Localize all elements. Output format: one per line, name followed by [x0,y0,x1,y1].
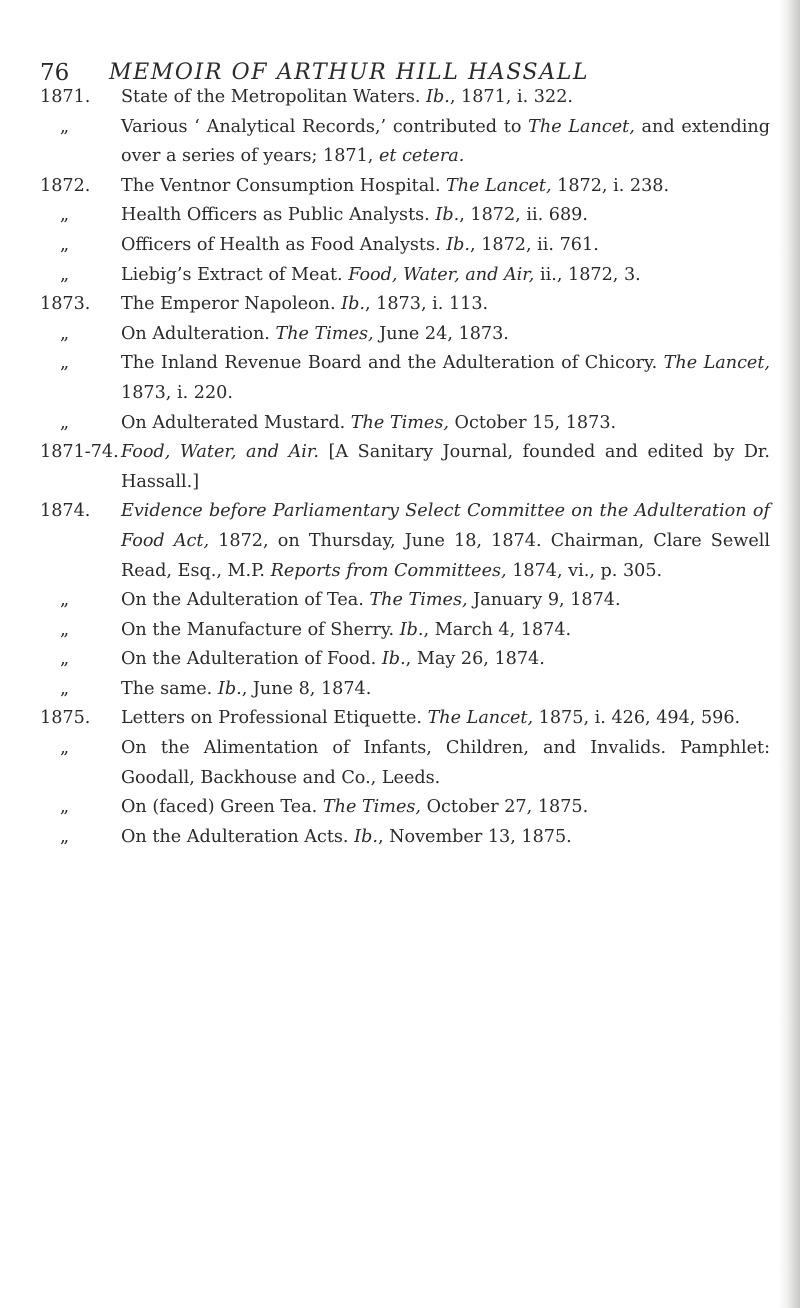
entry-text [121,231,770,261]
entry-text [121,320,770,350]
entry-citation-text: 1873, i. 220. [121,353,776,403]
entry-citation-italic: The Lancet, [528,116,635,137]
entry-citation-italic: Food, Water, and Air, [348,264,535,285]
entry-citation-text: [A Sanitary Journal, founded and edited by Dr. Hassall.] [121,442,776,492]
entry-citation-italic: The Times, [369,590,468,611]
entry-citation-italic: The Lancet, [446,175,552,196]
page-edge-shadow [778,0,800,1308]
bibliography-entry [40,616,770,646]
entry-text [121,497,776,586]
bibliography-entry [40,113,776,172]
entry-text [121,586,770,616]
entry-text [121,409,770,439]
entry-citation-text: On (faced) Green Tea. [121,797,323,818]
entry-citation-text: Letters on Professional Etiquette. [121,708,428,729]
entry-text [121,704,770,734]
entry-citation-italic: Ib. [446,234,471,255]
bibliography-entry [40,438,776,497]
entry-text [121,172,770,202]
entry-citation-italic: Ib. [217,678,242,699]
entry-citation-text: , June 8, 1874. [241,678,372,699]
entry-text [121,290,770,320]
entry-citation-text: and extending over a series of years; 1871, [121,116,776,167]
entry-citation-text: On the Adulteration of Food. [121,649,382,670]
bibliography-entry [40,734,776,793]
ditto-mark: „ [60,797,70,818]
entry-citation-italic: The Lancet, [427,708,534,729]
entry-citation-italic: The Times, [275,323,374,344]
entry-citation-italic: The Times, [350,412,449,433]
entry-citation-text: The Ventnor Consumption Hospital. [121,175,447,196]
entry-text [121,201,770,231]
entry-citation-text: ii., 1872, 3. [534,264,641,285]
bibliography-entry [40,261,770,291]
ditto-mark: „ [60,264,70,285]
entry-text [121,823,770,853]
entry-citation-text: , March 4, 1874. [423,619,572,640]
bibliography-entry [40,290,770,320]
entry-year: 1875. [40,708,91,729]
bibliography-entry [40,497,776,586]
entry-citation-text: 1875, i. 426, 494, 596. [533,708,741,729]
entry-text [121,645,770,675]
entry-citation-italic: Ib. [426,87,450,107]
entry-citation-text: The Emperor Napoleon. [121,294,342,315]
entry-citation-italic: et cetera. [379,146,465,167]
bibliography-entry [40,409,770,439]
entry-citation-text: October 15, 1873. [448,412,617,433]
entry-citation-text: 1872, on Thursday, June 18, 1874. Chairman, Clare Sewell Read, Esq., M.P. [121,530,776,581]
entry-citation-text: , November 13, 1875. [377,826,572,847]
entry-citation-text: On Adulterated Mustard. [121,412,351,433]
entry-citation-italic: Reports from Committees, [270,560,507,581]
bibliography-entry [40,349,776,408]
entry-citation-italic: Ib. [399,619,424,640]
entry-citation-text: June 24, 1873. [373,323,509,344]
entry-text [121,349,776,408]
entry-year: 1873. [40,294,91,315]
entry-citation-text: , May 26, 1874. [405,649,545,670]
ditto-mark: „ [60,826,70,847]
entry-citation-text: , 1872, ii. 761. [470,234,599,255]
bibliography-entry [40,675,770,705]
ditto-mark: „ [60,619,70,640]
entry-citation-italic: Food, Water, and Air. [121,442,320,463]
bibliography-entry [40,231,770,261]
bibliography-entry [40,83,770,113]
entry-text [121,438,776,497]
entry-citation-text: On the Alimentation of Infants, Children, and Invalids. Pamphlet: Goodall, Backhouse and Co., Leeds. [121,738,776,788]
entry-citation-text: , 1872, ii. 689. [459,205,588,226]
ditto-mark: „ [60,678,70,699]
entry-citation-text: Various ‘ Analytical Records,’ contributed to [121,116,529,137]
bibliography-entry [40,201,770,231]
entry-citation-text: Liebig’s Extract of Meat. [121,264,349,285]
ditto-mark: „ [60,412,70,433]
ditto-mark: „ [60,116,70,137]
ditto-mark: „ [60,323,70,344]
entry-text [121,793,770,823]
entry-year: 1871. [40,87,91,107]
entry-citation-text: On the Adulteration of Tea. [121,590,370,611]
entry-citation-text: October 27, 1875. [421,797,589,818]
entry-citation-italic: Ib. [381,649,406,670]
entry-citation-text: January 9, 1874. [467,590,621,611]
entry-citation-italic: Evidence before Parliamentary Select Committee on the Adulteration of Food Act, [121,501,776,551]
entry-citation-text: State of the Metropolitan Waters. [121,87,427,107]
bibliography-entry [40,320,770,350]
entry-text [121,113,776,172]
entry-citation-text: , 1871, i. 322. [449,87,573,107]
entry-citation-text: On the Manufacture of Sherry. [121,619,400,640]
entry-citation-text: , 1873, i. 113. [364,294,489,315]
ditto-mark: „ [60,234,70,255]
entry-text [121,261,770,291]
entry-citation-text: On the Adulteration Acts. [121,826,355,847]
page-number: 76 [40,60,70,86]
running-title: MEMOIR OF ARTHUR HILL HASSALL [109,60,590,85]
bibliography-list [40,83,776,852]
entry-text [121,734,776,793]
entry-year: 1874. [40,501,91,522]
ditto-mark: „ [60,649,70,670]
bibliography-entry [40,704,770,734]
ditto-mark: „ [60,353,70,374]
bibliography-entry [40,823,770,853]
entry-citation-italic: Ib. [341,294,365,315]
bibliography-entry [40,793,770,823]
entry-citation-italic: Ib. [354,826,378,847]
entry-citation-text: On Adulteration. [121,323,276,344]
entry-text [121,83,770,113]
entry-citation-text: The Inland Revenue Board and the Adulteration of Chicory. [121,353,664,374]
ditto-mark: „ [60,738,70,759]
entry-citation-text: 1872, i. 238. [551,175,670,196]
entry-citation-text: Health Officers as Public Analysts. [121,205,436,226]
entry-citation-text: Officers of Health as Food Analysts. [121,234,447,255]
entry-citation-text: 1874, vi., p. 305. [506,560,663,581]
entry-citation-italic: The Times, [322,797,422,818]
bibliography-entry [40,586,770,616]
entry-citation-italic: The Lancet, [663,353,770,374]
bibliography-entry [40,645,770,675]
entry-year: 1872. [40,175,91,196]
ditto-mark: „ [60,590,70,611]
bibliography-entry [40,172,770,202]
entry-citation-text: The same. [121,678,218,699]
entry-text [121,616,770,646]
entry-year: 1871-74. [40,442,119,463]
entry-citation-italic: Ib. [435,205,460,226]
entry-text [121,675,770,705]
ditto-mark: „ [60,205,70,226]
